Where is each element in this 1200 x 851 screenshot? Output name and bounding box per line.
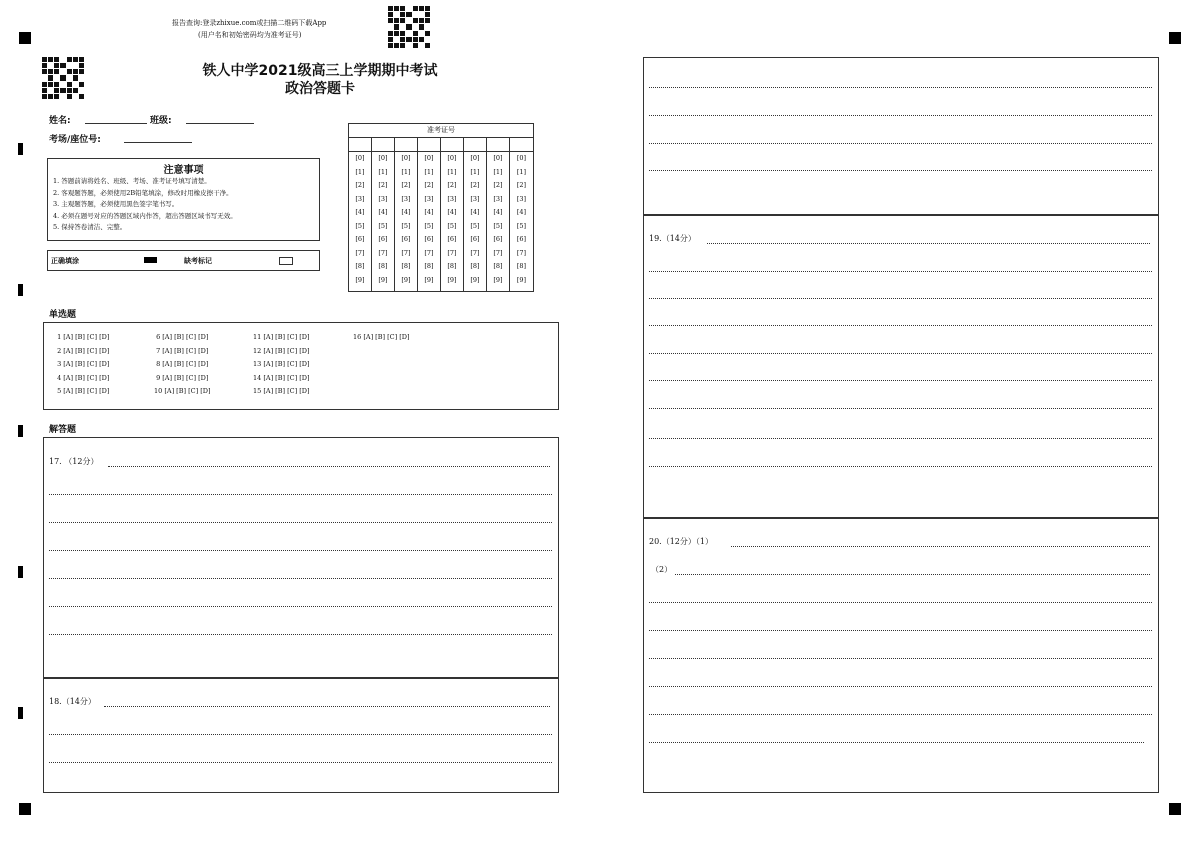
- corner-mark-tr: [1169, 32, 1181, 44]
- exam-id-digit[interactable]: [3]: [516, 194, 527, 203]
- exam-id-digit[interactable]: [7]: [355, 248, 365, 257]
- exam-id-digit[interactable]: [6]: [516, 235, 527, 243]
- exam-id-digit[interactable]: [5]: [447, 221, 457, 230]
- exam-id-digit[interactable]: [3]: [424, 194, 434, 203]
- side-mark: [18, 143, 23, 155]
- exam-id-digit[interactable]: [2]: [401, 181, 411, 189]
- correct-fill-icon: [144, 257, 157, 263]
- corner-mark-tl: [19, 32, 31, 44]
- exam-id-digit[interactable]: [5]: [493, 221, 503, 230]
- answer-line[interactable]: [649, 325, 1152, 326]
- side-mark: [18, 566, 23, 578]
- exam-id-digit[interactable]: [2]: [378, 181, 388, 189]
- answer-line[interactable]: [649, 658, 1152, 659]
- class-field[interactable]: [186, 123, 254, 124]
- side-mark: [18, 284, 23, 296]
- exam-id-digit[interactable]: [3]: [355, 194, 365, 203]
- exam-id-title: 准考证号: [349, 124, 533, 138]
- exam-id-digit[interactable]: [9]: [401, 275, 411, 284]
- section-single-choice: 单选题: [49, 310, 77, 320]
- exam-id-digit[interactable]: [1]: [447, 167, 457, 176]
- answer-line[interactable]: [649, 87, 1152, 88]
- answer-line[interactable]: [649, 143, 1152, 144]
- exam-id-digit[interactable]: [1]: [493, 167, 503, 176]
- exam-id-digit[interactable]: [0]: [516, 154, 527, 162]
- exam-id-digit[interactable]: [1]: [378, 167, 388, 176]
- answer-line[interactable]: [49, 606, 552, 607]
- answer-line[interactable]: [649, 353, 1152, 354]
- side-mark: [18, 425, 23, 437]
- answer-line[interactable]: [649, 686, 1152, 687]
- exam-id-digit[interactable]: [7]: [470, 248, 480, 257]
- exam-id-digit[interactable]: [5]: [516, 221, 527, 230]
- exam-id-digit[interactable]: [0]: [401, 154, 411, 162]
- page-title: 铁人中学2021级高三上学期期中考试: [202, 63, 438, 79]
- exam-id-column: [510, 138, 533, 292]
- q20-part2-label: （2）: [651, 565, 673, 574]
- exam-id-digit[interactable]: [0]: [447, 154, 457, 162]
- exam-id-digit[interactable]: [8]: [493, 262, 503, 270]
- exam-id-digit[interactable]: [2]: [424, 181, 434, 189]
- exam-id-digit[interactable]: [5]: [378, 221, 388, 230]
- exam-id-column: [395, 138, 418, 292]
- notice-item: 1. 答题前请将姓名、班级、考场、准考证号填写清楚。: [53, 177, 211, 185]
- exam-id-digit[interactable]: [6]: [378, 235, 388, 243]
- q19-box: [643, 215, 1159, 518]
- q20-label: 20.（12分）（1）: [649, 537, 713, 546]
- exam-id-digit[interactable]: [1]: [470, 167, 480, 176]
- exam-id-digit[interactable]: [4]: [516, 208, 527, 216]
- notice-box: [47, 158, 320, 241]
- exam-id-digit[interactable]: [3]: [447, 194, 457, 203]
- notice-item: 4. 必须在题号对应的答题区域内作答，超出答题区域书写无效。: [53, 211, 237, 220]
- mc-col-2[interactable]: 6 [A] [B] [C] [D] 7 [A] [B] [C] [D] 8 [A] [B] [C] [D] 9 [A] [B] [C] [D] 10 [A] [B] [C] [D]: [154, 333, 211, 395]
- answer-line[interactable]: [649, 298, 1152, 299]
- exam-id-digit[interactable]: [7]: [401, 248, 411, 257]
- exam-id-digit[interactable]: [0]: [378, 154, 388, 162]
- fill-legend: [47, 250, 320, 271]
- exam-id-column: [487, 138, 510, 292]
- answer-line[interactable]: [707, 243, 1150, 244]
- exam-id-digit[interactable]: [1]: [355, 167, 365, 176]
- answer-line[interactable]: [649, 742, 1144, 743]
- report-note-line2: (用户名和初始密码均为准考证号): [198, 31, 302, 39]
- mc-col-1[interactable]: 1 [A] [B] [C] [D] 2 [A] [B] [C] [D] 3 [A] [B] [C] [D] 4 [A] [B] [C] [D] 5 [A] [B] [C] [D]: [57, 333, 110, 395]
- exam-id-digit[interactable]: [8]: [355, 262, 365, 270]
- qr-code-icon: [388, 6, 430, 48]
- exam-id-digit[interactable]: [5]: [470, 221, 480, 230]
- answer-line[interactable]: [49, 762, 552, 763]
- exam-id-digit[interactable]: [8]: [447, 262, 457, 270]
- exam-id-digit[interactable]: [5]: [355, 221, 365, 230]
- exam-id-digit[interactable]: [3]: [401, 194, 411, 203]
- exam-id-digit[interactable]: [1]: [424, 167, 434, 176]
- exam-id-digit[interactable]: [4]: [493, 208, 503, 216]
- answer-line[interactable]: [649, 466, 1152, 467]
- answer-line[interactable]: [649, 408, 1152, 409]
- q17-box: [43, 437, 559, 678]
- seat-label: 考场/座位号:: [49, 135, 101, 145]
- answer-line[interactable]: [649, 714, 1152, 715]
- exam-id-digit[interactable]: [7]: [447, 248, 457, 257]
- corner-mark-bl: [19, 803, 31, 815]
- exam-id-digit[interactable]: [5]: [401, 221, 411, 230]
- notice-item: 2. 客观题答题，必须使用2B铅笔填涂，修改时用橡皮擦干净。: [53, 188, 233, 197]
- exam-id-digit[interactable]: [7]: [424, 248, 434, 257]
- mc-col-4[interactable]: 16 [A] [B] [C] [D]: [353, 333, 410, 341]
- answer-line[interactable]: [649, 438, 1152, 439]
- answer-line[interactable]: [649, 602, 1152, 603]
- answer-line[interactable]: [104, 706, 550, 707]
- exam-id-digit[interactable]: [2]: [470, 181, 480, 189]
- report-note-line1: 报告查询:登录zhixue.com或扫描二维码下载App: [172, 19, 327, 27]
- mc-box: [43, 322, 559, 410]
- exam-id-digit[interactable]: [0]: [470, 154, 480, 162]
- exam-id-digit[interactable]: [5]: [424, 221, 434, 230]
- exam-id-digit[interactable]: [7]: [493, 248, 503, 257]
- correct-fill-label: 正确填涂: [51, 257, 79, 265]
- exam-id-digit[interactable]: [8]: [401, 262, 411, 270]
- exam-id-digit[interactable]: [6]: [470, 235, 480, 243]
- name-label: 姓名:: [49, 116, 71, 126]
- exam-id-digit[interactable]: [8]: [378, 262, 388, 270]
- answer-line[interactable]: [649, 115, 1152, 116]
- answer-line[interactable]: [649, 380, 1152, 381]
- exam-id-digit[interactable]: [0]: [424, 154, 434, 162]
- answer-line[interactable]: [649, 630, 1152, 631]
- exam-id-digit[interactable]: [2]: [355, 181, 365, 189]
- exam-id-digit[interactable]: [3]: [470, 194, 480, 203]
- exam-id-digit[interactable]: [4]: [424, 208, 434, 216]
- q20-box: [643, 518, 1159, 793]
- exam-id-digit[interactable]: [9]: [355, 275, 365, 284]
- exam-id-digit[interactable]: [7]: [516, 248, 527, 257]
- exam-id-grid: [348, 123, 534, 292]
- answer-line[interactable]: [731, 546, 1150, 547]
- exam-id-column: [464, 138, 487, 292]
- exam-id-column: [441, 138, 464, 292]
- answer-area-top: [643, 57, 1159, 215]
- answer-line[interactable]: [49, 494, 552, 495]
- exam-id-digit[interactable]: [9]: [493, 275, 503, 284]
- exam-id-digit[interactable]: [1]: [516, 167, 527, 176]
- exam-id-digit[interactable]: [2]: [516, 181, 527, 189]
- q18-box: [43, 678, 559, 793]
- answer-line[interactable]: [649, 170, 1152, 171]
- absent-mark-box[interactable]: [279, 257, 293, 265]
- exam-id-digit[interactable]: [3]: [378, 194, 388, 203]
- class-label: 班级:: [150, 116, 172, 126]
- q19-label: 19.（14分）: [649, 234, 696, 243]
- qr-code-icon: [42, 57, 84, 99]
- q18-label: 18.（14分）: [49, 697, 96, 706]
- section-answer: 解答题: [49, 425, 77, 435]
- exam-id-digit[interactable]: [9]: [470, 275, 480, 284]
- exam-id-digit[interactable]: [4]: [355, 208, 365, 216]
- notice-item: 3. 主观题答题，必须使用黑色签字笔书写。: [53, 200, 179, 208]
- exam-id-digit[interactable]: [0]: [355, 154, 365, 162]
- answer-line[interactable]: [49, 522, 552, 523]
- answer-line[interactable]: [49, 578, 552, 579]
- corner-mark-br: [1169, 803, 1181, 815]
- exam-id-column: [349, 138, 372, 292]
- exam-id-digit[interactable]: [9]: [378, 275, 388, 284]
- exam-id-digit[interactable]: [8]: [470, 262, 480, 270]
- answer-line[interactable]: [49, 734, 552, 735]
- absent-mark-label: 缺考标记: [184, 257, 212, 265]
- exam-id-column: [372, 138, 395, 292]
- answer-line[interactable]: [675, 574, 1150, 575]
- exam-id-digit[interactable]: [4]: [447, 208, 457, 216]
- answer-line[interactable]: [649, 271, 1152, 272]
- exam-id-digit[interactable]: [6]: [447, 235, 457, 243]
- exam-id-digit[interactable]: [3]: [493, 194, 503, 203]
- exam-id-digit[interactable]: [2]: [447, 181, 457, 189]
- page-subtitle: 政治答题卡: [285, 81, 355, 97]
- exam-id-digit[interactable]: [0]: [493, 154, 503, 162]
- exam-id-digit[interactable]: [1]: [401, 167, 411, 176]
- exam-id-digit[interactable]: [9]: [447, 275, 457, 284]
- exam-id-digit[interactable]: [4]: [401, 208, 411, 216]
- exam-id-digit[interactable]: [9]: [516, 275, 527, 284]
- exam-id-digit[interactable]: [8]: [424, 262, 434, 270]
- q17-label: 17. （12分）: [49, 457, 99, 466]
- exam-id-digit[interactable]: [6]: [355, 235, 365, 243]
- seat-field[interactable]: [124, 142, 192, 143]
- exam-id-digit[interactable]: [6]: [401, 235, 411, 243]
- notice-title: 注意事项: [163, 165, 204, 176]
- exam-id-column: [418, 138, 441, 292]
- notice-list: [48, 176, 319, 234]
- name-field[interactable]: [85, 123, 147, 124]
- answer-line[interactable]: [49, 634, 552, 635]
- notice-item: 5. 保持答卷清洁、完整。: [53, 223, 127, 231]
- exam-id-digit[interactable]: [4]: [470, 208, 480, 216]
- mc-col-3[interactable]: 11 [A] [B] [C] [D] 12 [A] [B] [C] [D] 13 [A] [B] [C] [D] 14 [A] [B] [C] [D] 15 [A] [B] [C] [D]: [253, 333, 310, 395]
- exam-id-digit[interactable]: [2]: [493, 181, 503, 189]
- exam-id-digit[interactable]: [6]: [493, 235, 503, 243]
- exam-id-digit[interactable]: [9]: [424, 275, 434, 284]
- exam-id-digit[interactable]: [6]: [424, 235, 434, 243]
- exam-id-digit[interactable]: [7]: [378, 248, 388, 257]
- answer-line[interactable]: [49, 550, 552, 551]
- side-mark: [18, 707, 23, 719]
- exam-id-digit[interactable]: [8]: [516, 262, 527, 270]
- exam-id-digit[interactable]: [4]: [378, 208, 388, 216]
- answer-line[interactable]: [108, 466, 550, 467]
